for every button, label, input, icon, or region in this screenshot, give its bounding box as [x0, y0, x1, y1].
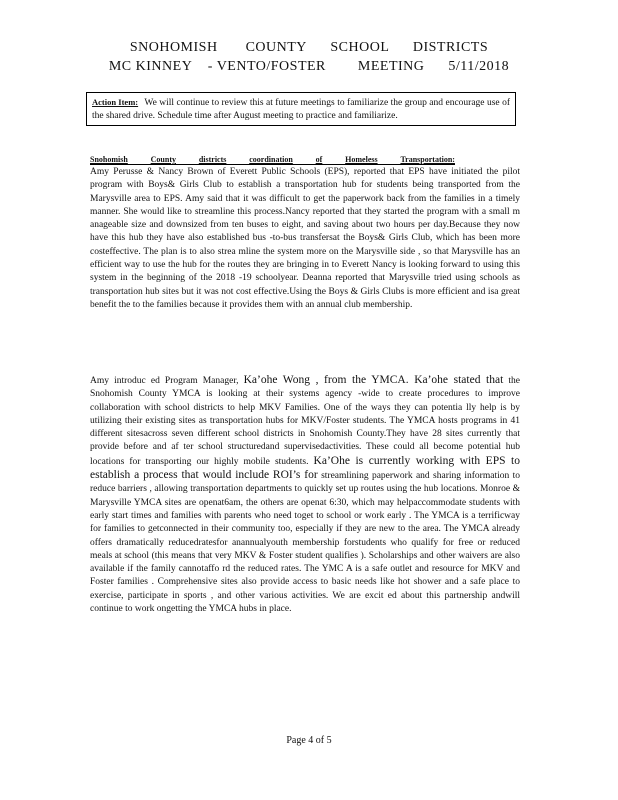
- heading-word: coordination: [249, 155, 293, 164]
- page-number: Page 4 of 5: [286, 735, 332, 746]
- heading-word: of: [315, 155, 323, 164]
- header-title: SNOHOMISH COUNTY SCHOOL DISTRICTS: [129, 40, 489, 55]
- ymca-name-highlight: Ka’ohe Wong , from the YMCA. Ka’ohe stated that: [243, 374, 504, 386]
- action-item-box: [86, 92, 516, 126]
- header-subtitle: MC KINNEY - VENTO/FOSTER MEETING 5/11/2018: [108, 59, 510, 74]
- heading-word: Transportation:: [400, 155, 455, 164]
- ymca-intro: Amy introduc ed Program Manager,: [90, 376, 239, 386]
- paragraph-ymca: [90, 374, 520, 616]
- document-header: [0, 38, 618, 76]
- ymca-body-2: streamlining paperwork and sharing information to reduce barriers , allowing transportation departments to quickly set up routes using the hub locations. Monroe & Marysville YMCA sites are openat6am, the others are openat 6:30, which may helpaccommodate students with early start times and families with parents who need toget to school or work early . The YMCA is a terrificway for families to getconnected in their community too, especially if they are new to the area. The YMCA already offers dramatically reducedratesfor anannualyouth membership forstudents who qualify for free or reduced meals at school (this means that very MKV & Foster student qualifies ). Scholarships and other waivers are also available if the family cannotaffo rd the reduced rates. The YMC A is a safe outlet and resource for MKV and Foster families . Comprehensive sites also provide access to basic needs like hot shower and a safe place to exercise, participate in sports , and other various activities. We are excit ed about this partnership andwill continue to work ongetting the YMCA hubs in place.: [90, 471, 520, 615]
- action-item-text: We will continue to review this at future meetings to familiarize the group and encourage use of the shared drive. Schedule time after August meeting to practice and familiarize.: [92, 98, 510, 121]
- heading-word: districts: [198, 155, 227, 164]
- heading-word: Snohomish: [90, 155, 128, 164]
- paragraph-eps-pilot: Amy Perusse & Nancy Brown of Everett Public Schools (EPS), reported that EPS have initiated the pilot program with Boys& Girls Club to establish a transportation hub for students being transported from the Marysville area to EPS. Amy said that it was difficult to get the paperwork back from the families in a timely manner. She would like to streamline this process.Nancy reported that they started the program with a small m anageable size and downsized from ten buses to eight, and saving about two hours per day.Because they now have this hub they have also established bus -to-bus transfersat the Boys& Girls Club, which has been more costeffective. The plan is to also strea mline the system more on the Marysville side , so that Marysville has an efficient way to use the hub for the routes they are bringing in to Everett Nancy is looking forward to using this system in the beginning of the 2018 -19 schoolyear. Deanna reported that Marysville tried using schools as transportation hub sites but it was not cost effective.Using the Boys & Girls Clubs is more efficient and isa great benefit the to the families because it provides them with an annual club membership.: [90, 167, 520, 310]
- heading-word: Homeless: [345, 155, 378, 164]
- ymca-body-1: the Snohomish County YMCA is looking at their systems agency -wide to create procedures to improve collaboration with school districts to help MKV Families. One of the ways they can potentia lly help is by utilizing their existing sites as transportation hubs for MKV/Foster students. The YMCA hosts programs in 41 different sitesacross seven different school districts in Snohomish County.They have 28 sites currently that provide before and af ter school structuredand supervisedactivities. These could all become potential hub locations for transporting our highly mobile students.: [90, 376, 520, 467]
- action-item-label: Action Item:: [92, 97, 139, 107]
- section-heading: [90, 155, 455, 165]
- ymca-roi-highlight: Ka’Ohe is currently working with EPS to establish a process that would include ROI’s for: [90, 454, 520, 482]
- heading-word: County: [150, 155, 176, 164]
